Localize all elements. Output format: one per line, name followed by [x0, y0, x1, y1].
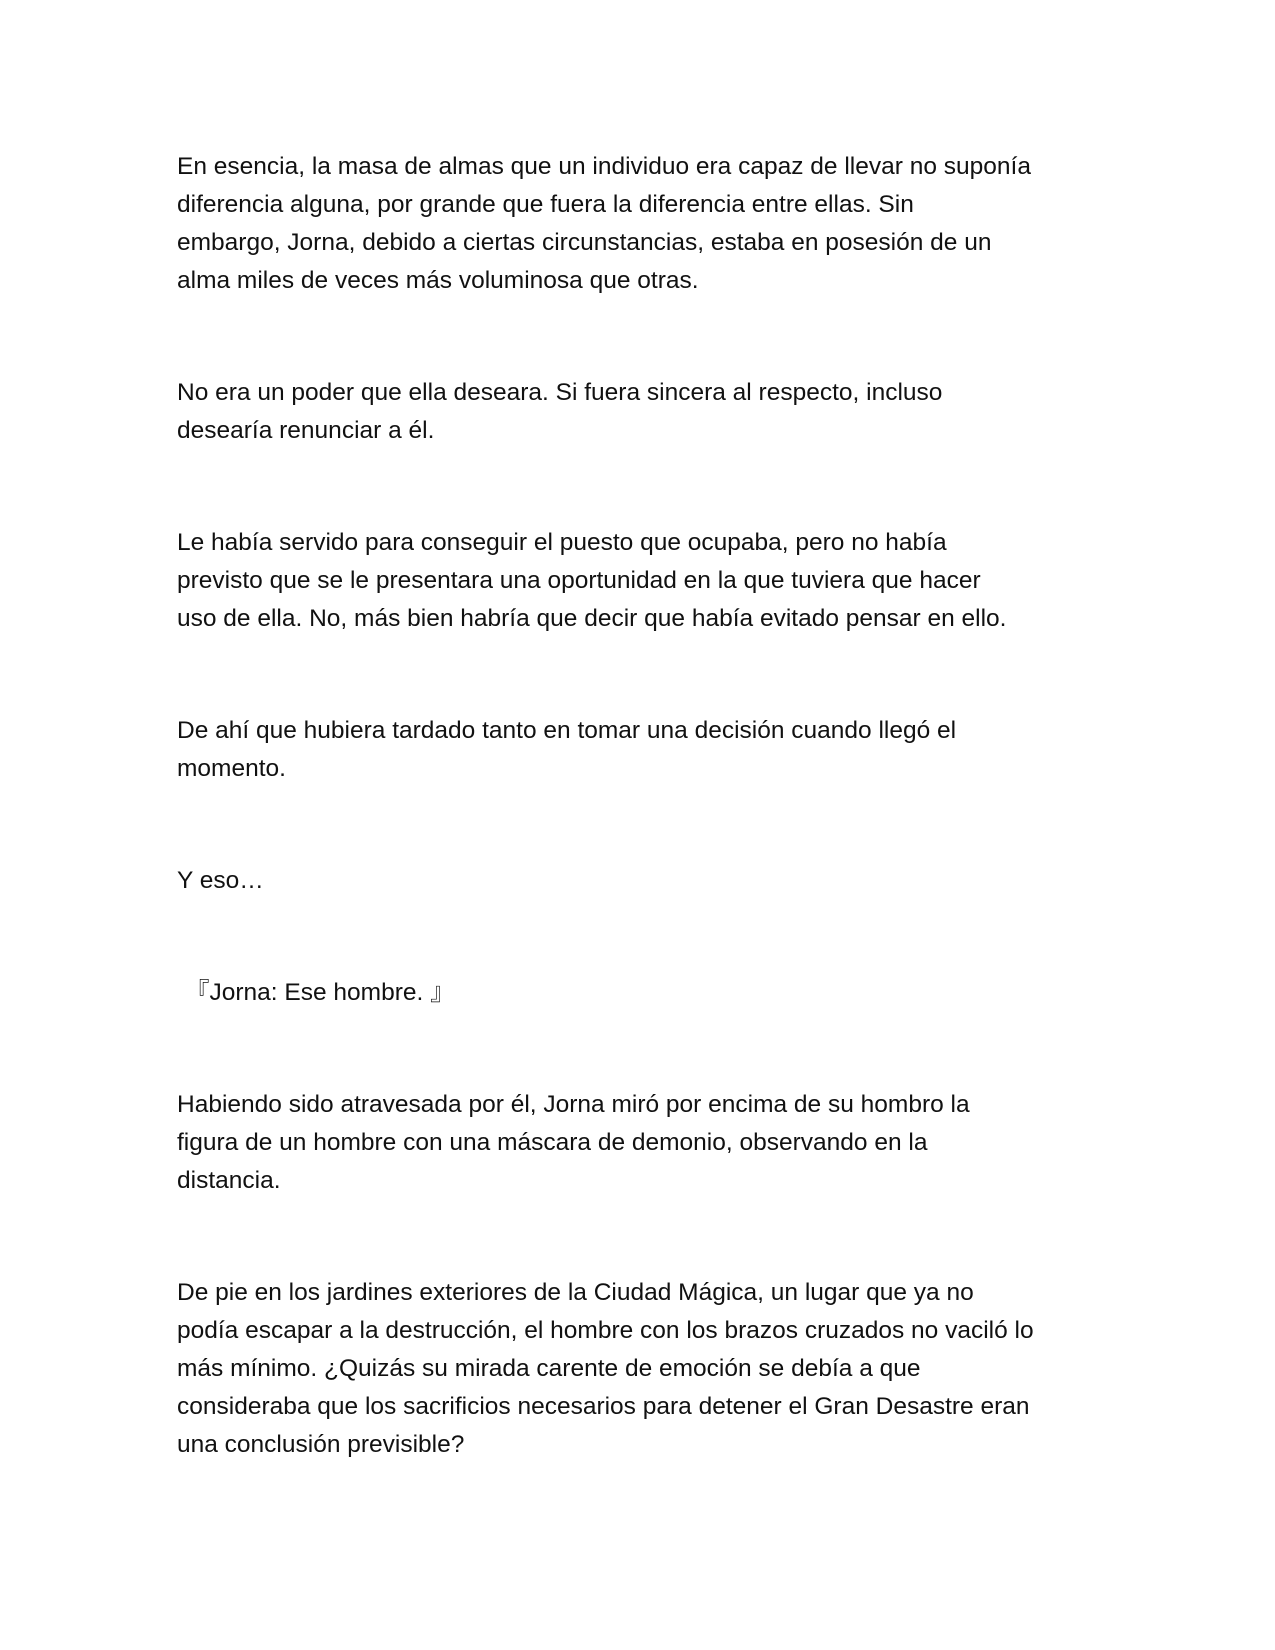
- text-line: momento.: [177, 755, 286, 782]
- text-line: consideraba que los sacrificios necesarios para detener el Gran Desastre eran: [177, 1393, 1030, 1420]
- paragraph-spacer: [177, 900, 1107, 974]
- text-line: diferencia alguna, por grande que fuera la diferencia entre ellas. Sin: [177, 191, 914, 218]
- text-line: 『Jorna: Ese hombre. 』: [185, 979, 455, 1006]
- paragraph-2: [177, 374, 1107, 450]
- paragraph-spacer: [177, 638, 1107, 712]
- text-line: previsto que se le presentara una oportunidad en la que tuviera que hacer: [177, 567, 981, 594]
- paragraph-1: [177, 148, 1107, 300]
- text-line: De ahí que hubiera tardado tanto en tomar una decisión cuando llegó el: [177, 717, 957, 744]
- text-line: Habiendo sido atravesada por él, Jorna miró por encima de su hombro la: [177, 1091, 970, 1118]
- text-line: una conclusión previsible?: [177, 1431, 465, 1458]
- paragraph-spacer: [177, 788, 1107, 862]
- paragraph-7: [177, 1086, 1107, 1200]
- paragraph-4: [177, 712, 1107, 788]
- body-text: [177, 148, 1107, 1464]
- text-line: figura de un hombre con una máscara de demonio, observando en la: [177, 1129, 928, 1156]
- paragraph-spacer: [177, 1012, 1107, 1086]
- text-line: En esencia, la masa de almas que un individuo era capaz de llevar no suponía: [177, 153, 1031, 180]
- text-line: Le había servido para conseguir el puesto que ocupaba, pero no había: [177, 529, 947, 556]
- text-line: No era un poder que ella deseara. Si fuera sincera al respecto, incluso: [177, 379, 943, 406]
- paragraph-spacer: [177, 1200, 1107, 1274]
- text-line: distancia.: [177, 1167, 281, 1194]
- text-line: uso de ella. No, más bien habría que decir que había evitado pensar en ello.: [177, 605, 1007, 632]
- paragraph-5: [177, 862, 1107, 900]
- paragraph-3: [177, 524, 1107, 638]
- text-line: embargo, Jorna, debido a ciertas circunstancias, estaba en posesión de un: [177, 229, 992, 256]
- text-line: podía escapar a la destrucción, el hombre con los brazos cruzados no vaciló lo: [177, 1317, 1034, 1344]
- text-line: De pie en los jardines exteriores de la Ciudad Mágica, un lugar que ya no: [177, 1279, 974, 1306]
- paragraph-spacer: [177, 450, 1107, 524]
- text-line: más mínimo. ¿Quizás su mirada carente de emoción se debía a que: [177, 1355, 921, 1382]
- dialogue-line: [177, 974, 1107, 1012]
- paragraph-spacer: [177, 300, 1107, 374]
- text-line: desearía renunciar a él.: [177, 417, 435, 444]
- paragraph-8: [177, 1274, 1107, 1464]
- text-line: alma miles de veces más voluminosa que otras.: [177, 267, 699, 294]
- text-line: Y eso…: [177, 867, 264, 894]
